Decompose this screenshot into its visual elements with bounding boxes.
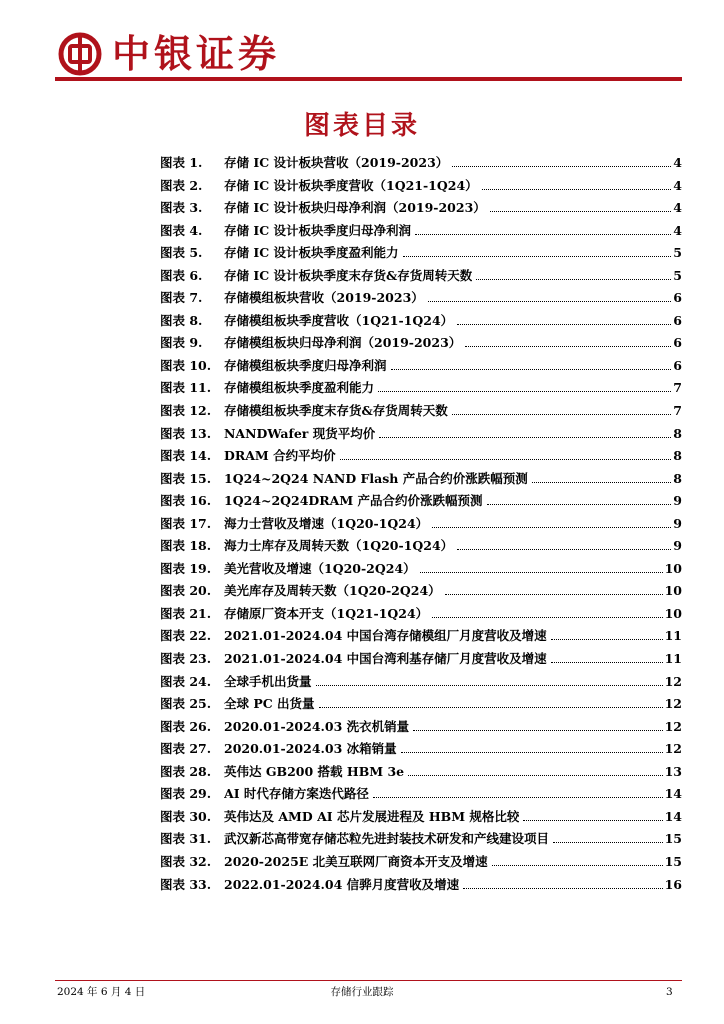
toc-entry-number: 图表 6. bbox=[160, 267, 203, 283]
toc-entry-page: 11 bbox=[664, 628, 682, 644]
toc-entry-title: 武汉新芯高带宽存储芯粒先进封装技术研发和产线建设项目 bbox=[224, 831, 550, 847]
toc-entry-page: 13 bbox=[664, 763, 682, 779]
toc-entry-number: 图表 4. bbox=[160, 222, 203, 238]
toc-entry-title: 存储模组板块季度归母净利润 bbox=[224, 357, 387, 373]
toc-entry-page: 6 bbox=[673, 357, 682, 373]
toc-leader-dots bbox=[420, 572, 663, 573]
bank-of-china-logo-icon bbox=[58, 32, 102, 76]
toc-entry-page: 8 bbox=[673, 448, 682, 464]
toc-entry-title: 存储 IC 设计板块季度末存货&存货周转天数 bbox=[224, 267, 473, 283]
toc-entry-page: 4 bbox=[673, 222, 682, 238]
toc-entry[interactable] bbox=[160, 783, 682, 806]
toc-entry[interactable] bbox=[160, 445, 682, 468]
toc-entry[interactable] bbox=[160, 558, 682, 581]
toc-entry-page: 16 bbox=[664, 876, 682, 892]
toc-entry-title: 海力士营收及增速（1Q20-1Q24） bbox=[224, 515, 429, 531]
toc-entry-title: 2020-2025E 北美互联网厂商资本开支及增速 bbox=[224, 853, 488, 869]
toc-entry[interactable] bbox=[160, 287, 682, 310]
toc-entry-number: 图表 30. bbox=[160, 808, 212, 824]
toc-entry-page: 12 bbox=[664, 696, 682, 712]
toc-leader-dots bbox=[379, 437, 671, 438]
toc-entry-number: 图表 8. bbox=[160, 312, 203, 328]
toc-leader-dots bbox=[340, 459, 672, 460]
toc-entry[interactable] bbox=[160, 220, 682, 243]
toc-leader-dots bbox=[408, 775, 662, 776]
toc-entry-title: 存储模组板块营收（2019-2023） bbox=[224, 290, 424, 306]
toc-entry[interactable] bbox=[160, 603, 682, 626]
toc-entry-number: 图表 19. bbox=[160, 560, 212, 576]
toc-entry-page: 12 bbox=[664, 741, 682, 757]
toc-entry-title: 英伟达及 AMD AI 芯片发展进程及 HBM 规格比较 bbox=[224, 808, 520, 824]
toc-entry[interactable] bbox=[160, 468, 682, 491]
toc-entry-title: 存储 IC 设计板块季度营收（1Q21-1Q24） bbox=[224, 177, 478, 193]
toc-entry-title: 存储模组板块季度盈利能力 bbox=[224, 380, 375, 396]
toc-entry[interactable] bbox=[160, 490, 682, 513]
toc-entry-number: 图表 7. bbox=[160, 290, 203, 306]
toc-entry[interactable] bbox=[160, 828, 682, 851]
toc-leader-dots bbox=[428, 301, 672, 302]
toc-entry-title: 美光营收及增速（1Q20-2Q24） bbox=[224, 560, 416, 576]
toc-entry[interactable] bbox=[160, 377, 682, 400]
toc-entry-title: 存储原厂资本开支（1Q21-1Q24） bbox=[224, 605, 429, 621]
toc-entry-number: 图表 33. bbox=[160, 876, 212, 892]
toc-leader-dots bbox=[463, 888, 662, 889]
toc-entry-title: 存储 IC 设计板块营收（2019-2023） bbox=[224, 155, 449, 170]
toc-leader-dots bbox=[476, 279, 671, 280]
toc-entry-number: 图表 12. bbox=[160, 403, 212, 419]
toc-entry-title: 1Q24~2Q24 NAND Flash 产品合约价涨跌幅预测 bbox=[224, 470, 528, 486]
toc-entry-number: 图表 29. bbox=[160, 786, 212, 802]
toc-entry-number: 图表 10. bbox=[160, 357, 212, 373]
toc-entry-title: NANDWafer 现货平均价 bbox=[224, 425, 376, 441]
toc-entry[interactable] bbox=[160, 738, 682, 761]
toc-entry-page: 14 bbox=[664, 786, 682, 802]
toc-leader-dots bbox=[452, 166, 671, 167]
footer-date: 2024 年 6 月 4 日 bbox=[57, 986, 146, 998]
toc-leader-dots bbox=[413, 730, 662, 731]
toc-entry-page: 5 bbox=[673, 267, 682, 283]
toc-entry-page: 7 bbox=[673, 403, 682, 419]
toc-leader-dots bbox=[457, 549, 671, 550]
page-header bbox=[0, 0, 724, 90]
toc-leader-dots bbox=[401, 752, 663, 753]
toc-leader-dots bbox=[316, 685, 663, 686]
toc-entry-page: 14 bbox=[664, 808, 682, 824]
toc-entry-page: 15 bbox=[664, 853, 682, 869]
toc-entry-page: 11 bbox=[664, 651, 682, 667]
toc-entry-title: 2020.01-2024.03 洗衣机销量 bbox=[224, 718, 410, 734]
toc-leader-dots bbox=[492, 865, 663, 866]
toc-entry[interactable] bbox=[160, 332, 682, 355]
toc-entry-number: 图表 31. bbox=[160, 831, 212, 847]
toc-entry[interactable] bbox=[160, 355, 682, 378]
toc-entry-number: 图表 18. bbox=[160, 538, 212, 554]
toc-entry-page: 7 bbox=[673, 380, 682, 396]
toc-entry-title: 存储 IC 设计板块季度归母净利润 bbox=[224, 222, 412, 238]
toc-entry-title: 1Q24~2Q24DRAM 产品合约价涨跌幅预测 bbox=[224, 493, 483, 509]
toc-leader-dots bbox=[391, 369, 672, 370]
toc-entry-page: 10 bbox=[664, 605, 682, 621]
toc-entry[interactable] bbox=[160, 761, 682, 784]
toc-entry[interactable] bbox=[160, 242, 682, 265]
footer-page-number: 3 bbox=[666, 986, 673, 998]
toc-entry-page: 4 bbox=[673, 177, 682, 193]
toc-entry-number: 图表 26. bbox=[160, 718, 212, 734]
brand-name: 中银证券 bbox=[112, 32, 281, 76]
toc-entry[interactable] bbox=[160, 175, 682, 198]
toc-entry-title: 2022.01-2024.04 信骅月度营收及增速 bbox=[224, 876, 460, 892]
toc-entry[interactable] bbox=[160, 513, 682, 536]
toc-entry-title: 英伟达 GB200 搭载 HBM 3e bbox=[224, 763, 405, 779]
toc-leader-dots bbox=[432, 617, 662, 618]
toc-leader-dots bbox=[452, 414, 672, 415]
toc-leader-dots bbox=[490, 211, 672, 212]
toc-entry-title: 存储模组板块归母净利润（2019-2023） bbox=[224, 335, 462, 351]
toc-entry-page: 10 bbox=[664, 560, 682, 576]
toc-entry-page: 15 bbox=[664, 831, 682, 847]
toc-entry-number: 图表 9. bbox=[160, 335, 203, 351]
toc-entry-number: 图表 14. bbox=[160, 448, 212, 464]
toc-entry-number: 图表 20. bbox=[160, 583, 212, 599]
toc-title: 图表目录 bbox=[303, 111, 420, 141]
toc-leader-dots bbox=[523, 820, 662, 821]
toc-entry[interactable] bbox=[160, 693, 682, 716]
toc-leader-dots bbox=[553, 842, 663, 843]
toc-leader-dots bbox=[457, 324, 671, 325]
toc-entry[interactable] bbox=[160, 310, 682, 333]
toc-entry-title: 全球 PC 出货量 bbox=[224, 696, 315, 712]
toc-entry-number: 图表 15. bbox=[160, 470, 212, 486]
toc-entry-title: 存储模组板块季度末存货&存货周转天数 bbox=[224, 403, 448, 419]
toc-entry-page: 12 bbox=[664, 673, 682, 689]
toc-entry[interactable] bbox=[160, 671, 682, 694]
toc-entry-page: 8 bbox=[673, 470, 682, 486]
toc-entry-number: 图表 2. bbox=[160, 177, 203, 193]
toc-leader-dots bbox=[551, 639, 663, 640]
toc-leader-dots bbox=[378, 391, 671, 392]
toc-entry-number: 图表 1. bbox=[160, 155, 203, 170]
toc-entry-number: 图表 17. bbox=[160, 515, 212, 531]
toc-entry[interactable] bbox=[160, 625, 682, 648]
toc-entry-title: DRAM 合约平均价 bbox=[224, 448, 336, 464]
toc-entry-title: 2020.01-2024.03 冰箱销量 bbox=[224, 741, 397, 757]
toc-entry-page: 10 bbox=[664, 583, 682, 599]
toc-list bbox=[160, 152, 682, 896]
toc-entry-page: 6 bbox=[673, 312, 682, 328]
toc-entry[interactable] bbox=[160, 716, 682, 739]
toc-entry-number: 图表 32. bbox=[160, 853, 212, 869]
toc-leader-dots bbox=[465, 346, 671, 347]
toc-leader-dots bbox=[445, 594, 663, 595]
toc-entry-number: 图表 5. bbox=[160, 245, 203, 261]
toc-entry-number: 图表 22. bbox=[160, 628, 212, 644]
toc-entry-page: 9 bbox=[673, 515, 682, 531]
toc-entry-number: 图表 24. bbox=[160, 673, 212, 689]
footer-divider bbox=[55, 980, 682, 981]
toc-entry-page: 9 bbox=[673, 538, 682, 554]
toc-leader-dots bbox=[532, 482, 672, 483]
toc-leader-dots bbox=[432, 527, 671, 528]
toc-entry-number: 图表 27. bbox=[160, 741, 212, 757]
toc-leader-dots bbox=[319, 707, 663, 708]
toc-entry[interactable] bbox=[160, 423, 682, 446]
toc-entry[interactable] bbox=[160, 265, 682, 288]
toc-leader-dots bbox=[551, 662, 663, 663]
header-divider bbox=[55, 77, 682, 81]
toc-entry[interactable] bbox=[160, 152, 682, 175]
toc-entry-title: AI 时代存储方案迭代路径 bbox=[224, 786, 369, 802]
footer-section-title: 存储行业跟踪 bbox=[330, 986, 394, 998]
toc-entry-page: 8 bbox=[673, 425, 682, 441]
toc-entry-number: 图表 16. bbox=[160, 493, 212, 509]
toc-entry-page: 12 bbox=[664, 718, 682, 734]
toc-entry-title: 美光库存及周转天数（1Q20-2Q24） bbox=[224, 583, 441, 599]
toc-entry-page: 6 bbox=[673, 290, 682, 306]
toc-entry-page: 4 bbox=[673, 155, 682, 170]
toc-entry-number: 图表 21. bbox=[160, 605, 212, 621]
toc-entry-number: 图表 23. bbox=[160, 651, 212, 667]
toc-entry[interactable] bbox=[160, 400, 682, 423]
toc-entry-number: 图表 11. bbox=[160, 380, 212, 396]
toc-entry-page: 6 bbox=[673, 335, 682, 351]
toc-entry[interactable] bbox=[160, 874, 682, 897]
toc-leader-dots bbox=[482, 189, 672, 190]
toc-entry-title: 2021.01-2024.04 中国台湾存储模组厂月度营收及增速 bbox=[224, 628, 547, 644]
toc-entry[interactable] bbox=[160, 580, 682, 603]
toc-leader-dots bbox=[403, 256, 672, 257]
toc-entry-page: 9 bbox=[673, 493, 682, 509]
toc-entry-number: 图表 28. bbox=[160, 763, 212, 779]
toc-entry[interactable] bbox=[160, 851, 682, 874]
toc-entry-title: 存储模组板块季度营收（1Q21-1Q24） bbox=[224, 312, 454, 328]
toc-entry[interactable] bbox=[160, 806, 682, 829]
toc-entry-number: 图表 13. bbox=[160, 425, 212, 441]
toc-entry[interactable] bbox=[160, 535, 682, 558]
toc-leader-dots bbox=[487, 504, 672, 505]
toc-entry-title: 存储 IC 设计板块季度盈利能力 bbox=[224, 245, 399, 261]
toc-entry-title: 全球手机出货量 bbox=[224, 673, 312, 689]
toc-entry-title: 海力士库存及周转天数（1Q20-1Q24） bbox=[224, 538, 454, 554]
toc-entry-number: 图表 25. bbox=[160, 696, 212, 712]
toc-entry-page: 5 bbox=[673, 245, 682, 261]
toc-entry-number: 图表 3. bbox=[160, 200, 203, 216]
toc-entry[interactable] bbox=[160, 648, 682, 671]
toc-entry-title: 存储 IC 设计板块归母净利润（2019-2023） bbox=[224, 200, 486, 216]
toc-entry[interactable] bbox=[160, 197, 682, 220]
toc-entry-page: 4 bbox=[673, 200, 682, 216]
toc-leader-dots bbox=[415, 234, 671, 235]
toc-leader-dots bbox=[373, 797, 663, 798]
toc-entry-title: 2021.01-2024.04 中国台湾利基存储厂月度营收及增速 bbox=[224, 651, 547, 667]
